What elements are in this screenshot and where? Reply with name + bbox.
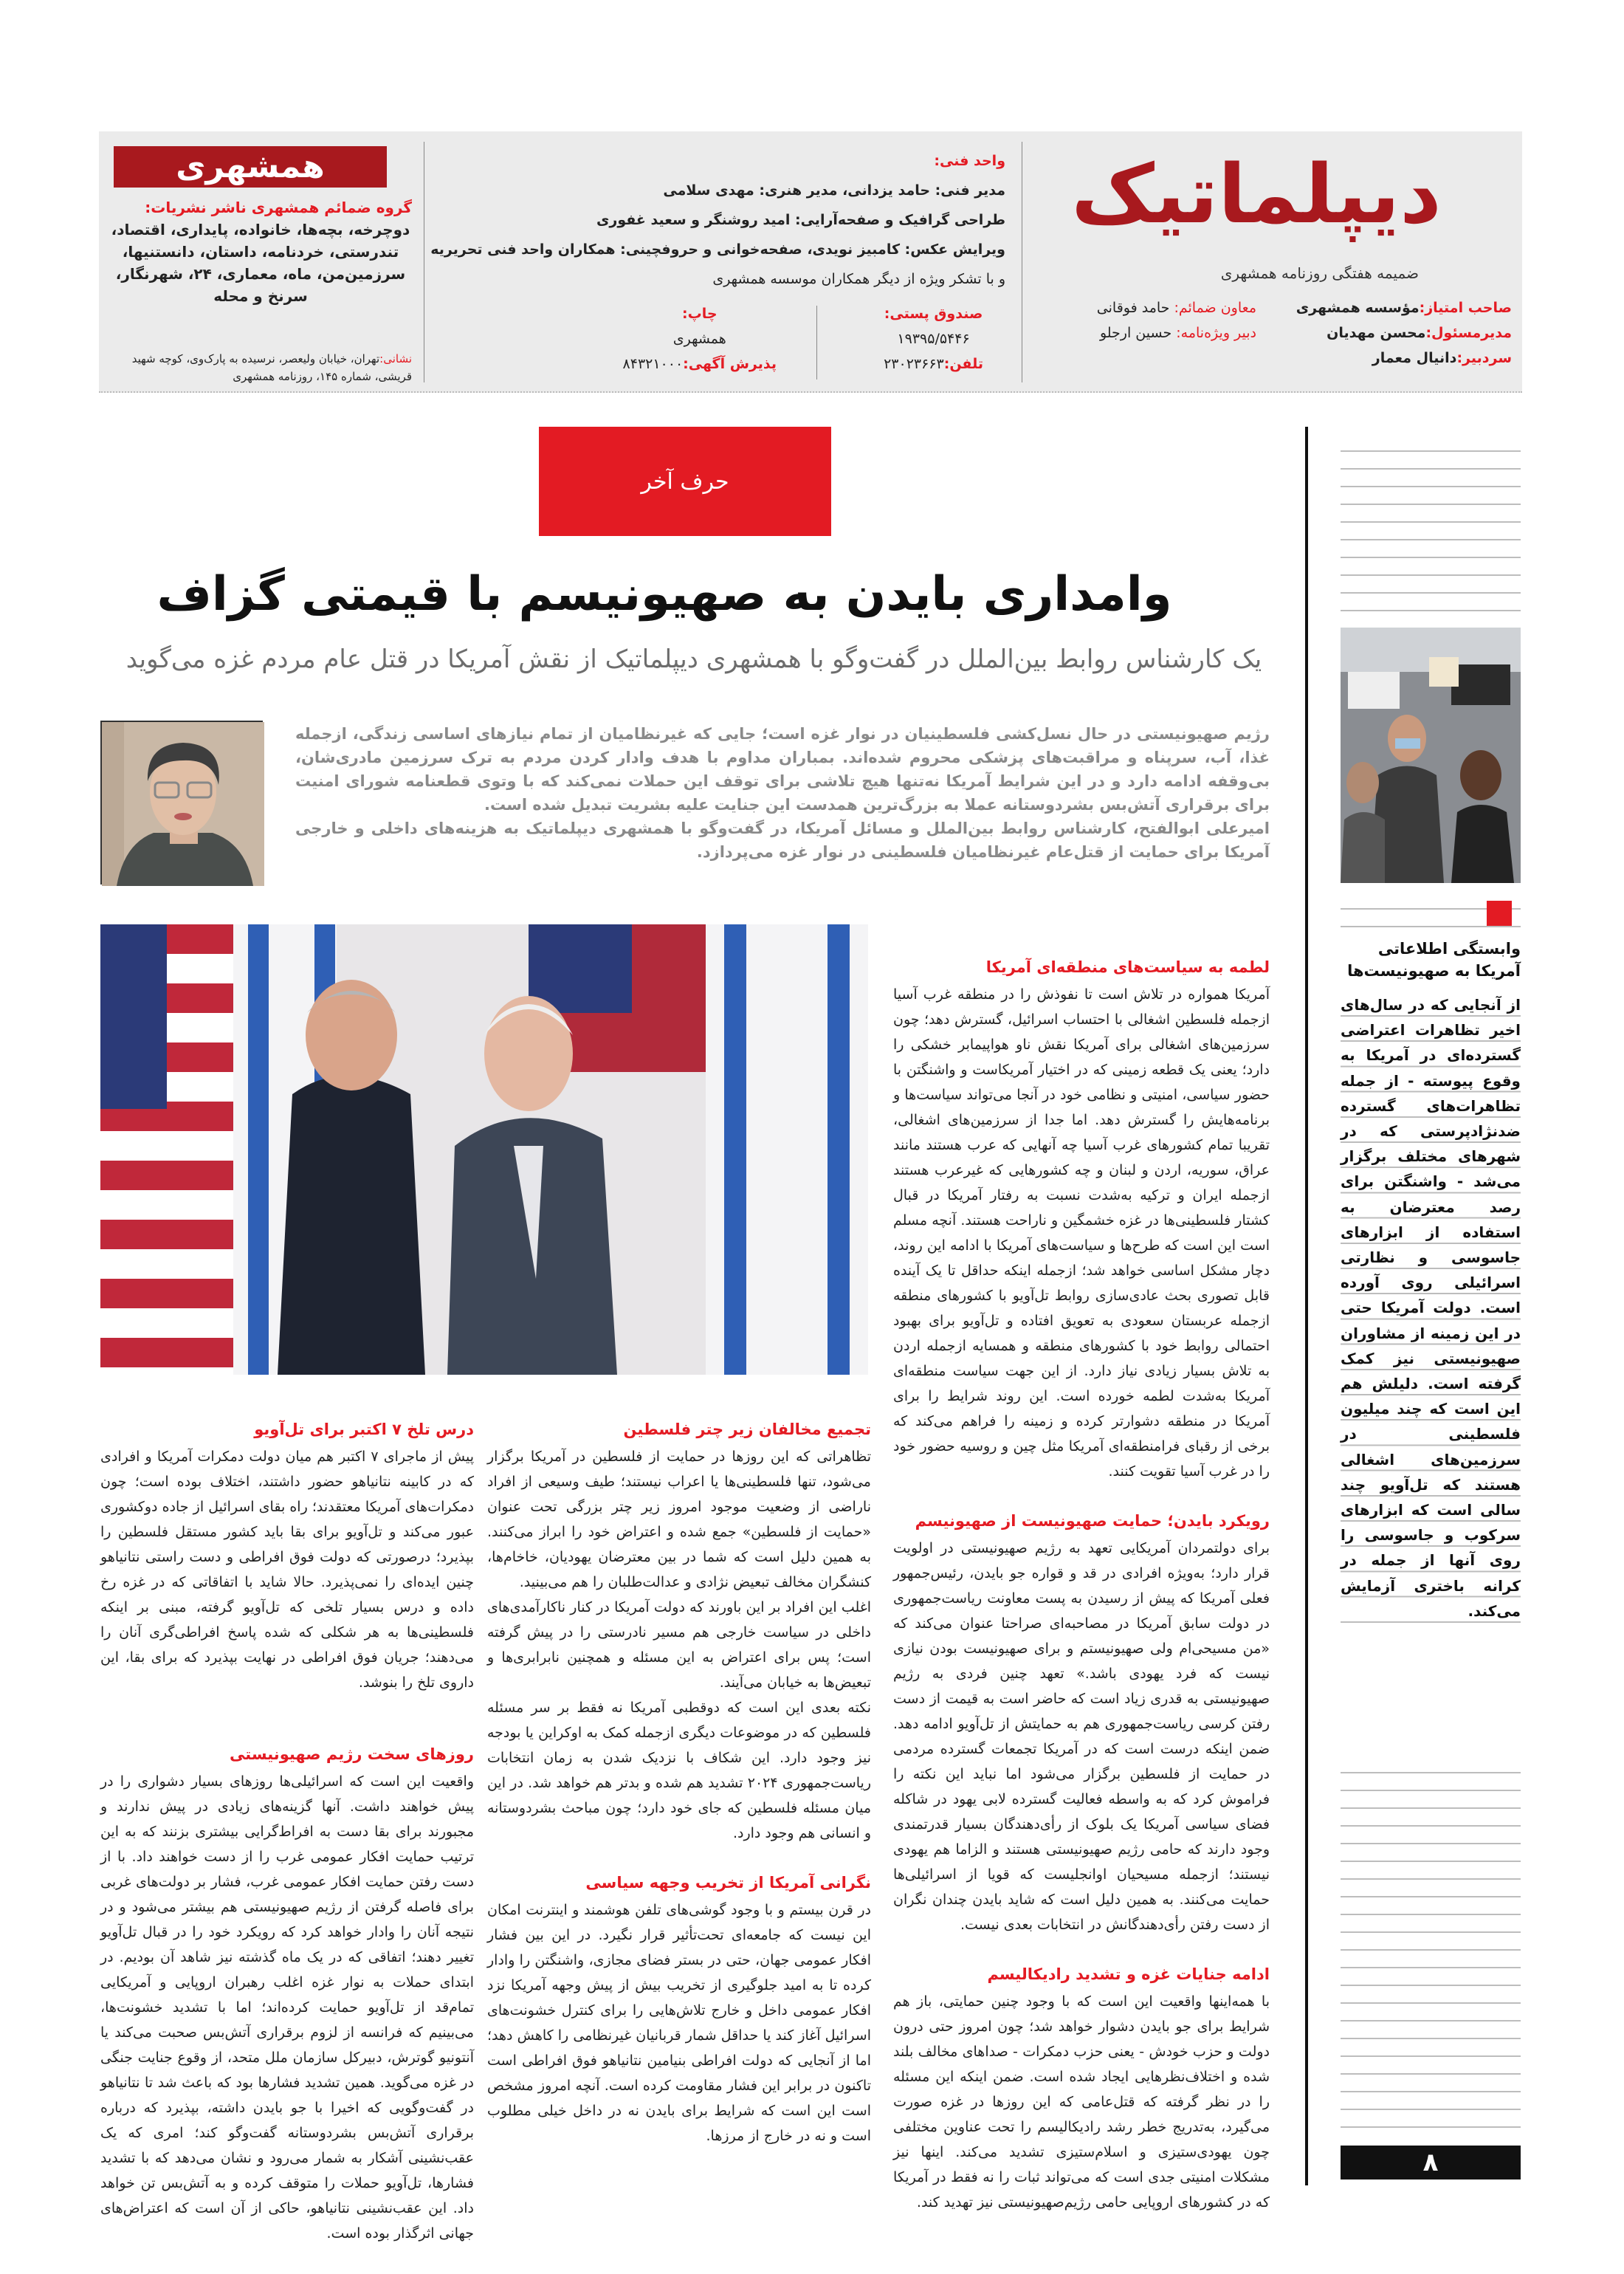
divider xyxy=(816,306,817,379)
section-heading: لطمه به سیاست‌های منطقه‌ای آمریکا xyxy=(985,958,1270,976)
israel-flag xyxy=(706,924,868,1375)
print-box xyxy=(623,301,777,377)
tech-line: مدیر فنی: حامد یزدانی، مدیر هنری: مهدی سلامی xyxy=(663,182,1005,199)
group-list: دوچرخه، بچه‌ها، خانواده، پایداری، اقتصاد، تندرستی، خردنامه، داستان، دانستنیها، سرزمین‌من، ماه، معماری، ۲۴، شهرنگار، سرنخ و محله xyxy=(111,221,410,305)
credit-value: دانیال معمار xyxy=(1372,350,1457,366)
credit-value: حسین ارجلو xyxy=(1099,325,1172,341)
body-paragraph: تظاهراتی که این روزها در حمایت از فلسطین در آمریکا برگزار می‌شود، تنها فلسطینی‌ها یا اعراب نیستند؛ طیف وسیعی از افراد ناراضی از وضعیت موجود امروز زیر چتر بزرگی تحت عنوان «حمایت از فلسطین» جمع شده و اعتراض خود را ابراز می‌کنند. به همین دلیل است که شما در بین معترضان یهودیان، خاخام‌ها، کنشگران مخالف تبعیض نژادی و عدالت‌طلبان را هم می‌بینید. xyxy=(487,1449,871,1590)
body-paragraph: آمریکا همواره در تلاش است تا نفوذش را در منطقه غرب آسیا ازجمله فلسطین اشغالی با احتساب اسرائیل، گسترش دهد؛ چون سرزمین‌های اشغالی برای آمریکا نقش ناو هواپیمابر خشکی را دارد؛ یعنی یک قطعه زمینی که در اختیار آمریکاست و واشنگتن با حضور سیاسی، امنیتی و نظامی خود در آنجا می‌تواند سیاست‌ها و برنامه‌هایش را گسترش دهد. اما جدا از سرزمین‌های اشغالی، تقریبا تمام کشورهای غرب آسیا چه آنهایی که عرب هستند مانند عراق، سوریه، اردن و لبنان و چه کشورهایی که غیرعرب هستند ازجمله ایران و ترکیه به‌شدت نسبت به رفتار آمریکا در قبال کشتار فلسطینی‌ها در غزه خشمگین و ناراحت هستند. آنچه مسلم است این است که طرح‌ها و سیاست‌های آمریکا با ادامه این روند، دچار مشکل اساسی خواهد شد؛ ازجمله اینکه حداقل تا یک آینده قابل تصوری بحث عادی‌سازی روابط تل‌آویو با کشورهای منطقه ازجمله عربستان سعودی به تعویق افتاده و تل‌آویو برای بهبود احتمالی روابط خود با کشورهای منطقه و همسایه ازجمله اردن به تلاش بسیار زیادی نیاز دارد. از این جهت سیاست منطقه‌ای آمریکا به‌شدت لطمه خورده است. این روند شرایط را برای آمریکا در منطقه دشوارتر کرده و زمینه را فراهم می‌کند که برخی از رقبای فرامنطقه‌ای آمریکا مثل چین و روسیه حضور خود را در غرب آسیا تقویت کنند. xyxy=(893,986,1270,1480)
ads-label: پذیرش آگهی: xyxy=(683,356,777,372)
sidebar-heading-line: وابستگی اطلاعاتی xyxy=(1377,940,1521,958)
article-column-middle xyxy=(487,1415,871,2190)
ruled-lines xyxy=(1341,1756,1521,2140)
red-square-marker xyxy=(1487,901,1512,926)
pobox-value: ۱۹۳۹۵/۵۴۴۶ xyxy=(897,331,970,347)
intro-paragraph: امیرعلی ابوالفتح، کارشناس روابط بین‌الملل و مسائل آمریکا، در گفت‌وگو با همشهری دیپلماتیک به هزینه‌های داخلی و خارجی آمریکا برای حمایت از قتل‌عام غیرنظامیان فلسطینی در نوار غزه می‌پردازد. xyxy=(295,820,1270,861)
subtitle: یک کارشناس روابط بین‌الملل در گفت‌وگو با همشهری دیپلماتیک از نقش آمریکا در قتل عام مردم غزه می‌گوید xyxy=(125,645,1262,674)
article-column-right xyxy=(893,952,1270,2211)
body-paragraph: پیش از ماجرای ۷ اکتبر هم میان دولت دمکرات آمریکا و افرادی که در کابینه نتانیاهو حضور داشتند، اختلاف بوده است؛ چون دمکرات‌های آمریکا معتقدند؛ راه بقای اسرائیل از جاده دوکشوری عبور می‌کند و تل‌آویو برای بقا باید کشور مستقل فلسطین را بپذیرد؛ درصورتی که دولت فوق افراطی و دست راستی نتانیاهو چنین ایده‌ای را نمی‌پذیرد. حالا شاید با اتفاقاتی که در غزه رخ داده و درس بسیار تلخی که تل‌آویو گرفته، مبنی بر اینکه فلسطینی‌ها به هر شکلی که شده پاسخ افراطی‌گری آنان را می‌دهند؛ جریان فوق افراطی در نهایت بپذیرد که برای بقا، این داروی تلخ را بنوشد. xyxy=(100,1449,474,1691)
section-heading: رویکرد بایدن؛ حمایت صهیونیست از صهیونیسم xyxy=(915,1512,1270,1530)
body-paragraph: واقعیت این است که اسرائیلی‌ها روزهای بسیار دشواری را در پیش خواهند داشت. آنها گزینه‌های زیادی در پیش ندارند و مجبورند برای بقا دست به افراط‌گرایی بیشتری بزنند که به این ترتیب حمایت افکار عمومی غرب را از دست خواهند داد. با از دست رفتن حمایت افکار عمومی غرب، فشار بر دولت‌های غربی برای فاصله گرفتن از رژیم صهیونیستی هم بیشتر می‌شود و در نتیجه آنان را وادار خواهد کرد که رویکرد خود را در قبال تل‌آویو تغییر دهند؛ اتفاقی که در یک ماه گذشته نیز شاهد آن بودیم. در ابتدای حملات به نوار غزه اغلب رهبران اروپایی و آمریکایی تمام‌قد از تل‌آویو حمایت کرده‌اند؛ اما با تشدید خشونت‌ها، می‌بینیم که فرانسه از لزوم برقراری آتش‌بس صحبت می‌کند یا آنتونیو گوترش، دبیرکل سازمان ملل متحد، از وقوع جنایت جنگی در غزه می‌گوید. همین تشدید فشارها بود که باعث شد تا نتانیاهو در گفت‌وگویی که اخیرا با جو بایدن داشته، بپذیرد که درباره برقراری آتش‌بس بشردوستانه گفت‌وگو کند؛ امری که یک عقب‌نشینی آشکار به شمار می‌رود و نشان می‌دهد که با تشدید فشارها، تل‌آویو حملات را متوقف کرده و به آتش‌بس تن خواهد داد. این عقب‌نشینی نتانیاهو، حاکی از آن است که اعتراض‌های جهانی اثرگذار بوده است. xyxy=(100,1773,474,2242)
hamshahri-logo: همشهری xyxy=(114,146,387,188)
group-title: گروه ضمائم همشهری ناشر نشریات: xyxy=(145,199,412,216)
credit-label: صاحب امتیاز: xyxy=(1419,300,1512,316)
section-heading: تجمیع مخالفان زیر چتر فلسطین xyxy=(623,1421,871,1438)
tech-unit xyxy=(430,146,1005,294)
us-flag xyxy=(100,924,233,1375)
section-heading: ادامه جنایات غزه و تشدید رادیکالیسم xyxy=(987,1965,1270,1983)
article-intro xyxy=(295,722,1270,864)
phone-label: تلفن: xyxy=(943,356,983,372)
address-box xyxy=(109,350,412,385)
section-heading: نگرانی آمریکا از تخریب وجهه سیاسی xyxy=(585,1874,871,1892)
credit-value: مؤسسه همشهری xyxy=(1296,300,1420,316)
sidebar xyxy=(1341,427,1521,2185)
interviewee-photo xyxy=(100,721,263,884)
section-heading: روزهای سخت رژیم صهیونیستی xyxy=(230,1745,474,1763)
tech-line: طراحی گرافیک و صفحه‌آرایی: امید روشنگر و سعید غفوری xyxy=(596,212,1005,228)
sidebar-heading xyxy=(1341,938,1521,982)
address-label: نشانی: xyxy=(379,352,412,365)
credit-label: دبیر ویژه‌نامه: xyxy=(1176,325,1256,341)
body-paragraph: نکته بعدی این است که دوقطبی آمریکا نه فقط بر سر مسئله فلسطین که در موضوعات دیگری ازجمله کمک به اوکراین یا بودجه نیز وجود دارد. این شکاف با نزدیک شدن به زمان انتخابات ریاست‌جمهوری ۲۰۲۴ تشدید هم شده و بدتر هم خواهد شد. در این میان مسئله فلسطین که جای خود دارد؛ چون مباحث بشردوستانه و انسانی هم وجود دارد. xyxy=(487,1700,872,1841)
credit-value: حامد فوقانی xyxy=(1096,300,1170,316)
body-paragraph: در قرن بیستم و با وجود گوشی‌های تلفن هوشمند و اینترنت امکان این نیست که جامعه‌ای تحت‌تأثیر قرار نگیرد. در این بین فشار افکار عمومی جهان، حتی در بستر فضای مجازی، واشنگتن را وادار کرده تا به امید جلوگیری از تخریب بیش از پیش وجهه آمریکا نزد افکار عمومی داخل و خارج تلاش‌هایی را برای کنترل خشونت‌های اسرائیل آغاز کند یا حداقل شمار قربانیان غیرنظامی را کاهش دهد؛ اما از آنجایی که دولت افراطی بنیامین نتانیاهو فوق افراطی است تاکنون در برابر این فشار مقاومت کرده است. آنچه امروز مشخص است این است که شرایط برای بایدن نه در داخل خیلی مطلوب است و نه در خارج از مرزها. xyxy=(487,1902,871,2144)
body-paragraph: برای دولتمردان آمریکایی تعهد به رژیم صهیونیستی در اولویت قرار دارد؛ به‌ویژه افرادی در قد و قواره جو بایدن، رئیس‌جمهور فعلی آمریکا که پیش از رسیدن به پست معاونت ریاست‌جمهوری در دولت سابق آمریکا در مصاحبه‌ای صراحتا عنوان می‌کند که «من مسیحی‌ام ولی صهیونیستم و برای صهیونیست بودن نیازی نیست که فرد یهودی باشد.» تعهد چنین فردی به رژیم صهیونیستی به قدری زیاد است که حاضر است به قیمت از دست رفتن کرسی ریاست‌جمهوری هم به حمایتش از تل‌آویو ادامه دهد. ضمن اینکه درست است که در آمریکا تجمعات گسترده مردمی در حمایت از فلسطین برگزار می‌شود اما نباید این نکته را فراموش کرد که به واسطه فعالیت گسترده لابی یهود در شاکله فضای سیاسی آمریکا یک بلوک از رأی‌دهندگان بسیار قدرتمندی وجود دارند که حامی رژیم صهیونیستی هستند و الزاما هم یهودی نیستند؛ ازجمله مسیحیان اوانجلیست که قویا از اسرائیلی‌ها حمایت می‌کنند. به همین دلیل است که شاید بایدن چندان نگران از دست رفتن رأی‌دهندگانش در انتخابات بعدی نیست. xyxy=(893,1540,1270,1933)
credit-label: مدیرمسئول: xyxy=(1425,325,1512,341)
sidebar-heading-line: آمریکا به صهیونیست‌ها xyxy=(1347,962,1521,980)
masthead-subtitle: ضمیمه هفتگی روزنامه همشهری xyxy=(1220,264,1419,282)
protest-photo xyxy=(1341,628,1521,883)
body-paragraph: با همه‌اینها واقعیت این است که با وجود چنین حمایتی، باز هم شرایط برای جو بایدن دشوار خواهد شد؛ چون امروز حتی درون دولت و حزب خودش - یعنی حزب دمکرات - صداهای مخالف بلند شده و اختلاف‌نظرهایی ایجاد شده است. ضمن اینکه این مسئله را در نظر گرفته که قتل‌عامی که این روزها در غزه صورت می‌گیرد، به‌تدریج خطر رشد رادیکالیسم را تحت عناوین مختلفی چون یهودی‌ستیزی و اسلام‌ستیزی تشدید می‌کند. اینها نیز مشکلات امنیتی جدی است که می‌تواند ثبات را نه فقط در آمریکا که در کشورهای اروپایی حامی رژیم‌صهیونیستی نیز تهدید کند. xyxy=(893,1993,1270,2211)
article-column-left xyxy=(100,1415,474,2242)
headline: وامداری بایدن به صهیونیسم با قیمتی گزاف xyxy=(156,567,1172,622)
credits-col-1 xyxy=(1296,295,1512,371)
ruled-lines xyxy=(1341,434,1521,619)
print-value: همشهری xyxy=(672,331,726,347)
ads-value: ۸۴۳۲۱۰۰۰ xyxy=(622,356,684,372)
section-heading: درس تلخ ۷ اکتبر برای تل‌آویو xyxy=(254,1421,474,1438)
phone-value: ۲۳۰۲۳۶۶۳ xyxy=(884,356,944,372)
tech-title: واحد فنی: xyxy=(934,153,1005,169)
tech-line: و با تشکر ویژه از دیگر همکاران موسسه همشهری xyxy=(712,271,1005,287)
pobox-label: صندوق پستی: xyxy=(884,306,983,322)
diplomatic-logo: دیپلماتیک xyxy=(1071,147,1442,241)
credits-col-2 xyxy=(1097,295,1256,346)
body-paragraph: اغلب این افراد بر این باورند که دولت آمریکا در کنار ناکارآمدی‌های داخلی در سیاست خارجی هم مسیر نادرستی را در پیش گرفته است؛ پس برای اعتراض به این مسئله و همچنین نابرابری‌ها و تبعیض‌ها به خیابان می‌آیند. xyxy=(487,1599,871,1691)
credit-label: سردبیر: xyxy=(1456,350,1512,366)
contact-box xyxy=(884,301,983,377)
biden-netanyahu-photo xyxy=(100,924,868,1375)
masthead xyxy=(99,131,1522,393)
intro-paragraph: رژیم صهیونیستی در حال نسل‌کشی فلسطینیان در نوار غزه است؛ جایی که غیرنظامیان از تمام نیازهای اساسی زندگی، ازجمله غذا، آب، سرپناه و مراقبت‌های پزشکی محروم شده‌اند. بمباران مداوم با هدف وادار کردن مردم به ترک سرزمین مادری‌شان، بی‌وقفه ادامه دارد و در این شرایط آمریکا نه‌تنها هیچ تلاشی برای توقف این حملات نمی‌کند که با وتوی قطعنامه شورای امنیت برای برقراری آتش‌بس بشردوستانه عملا به بزرگ‌ترین همدست این جنایت علیه بشریت تبدیل شده است. xyxy=(295,725,1270,814)
address-value: تهران، خیابان ولیعصر، نرسیده به پارک‌وی، کوچه شهید قریشی، شماره ۱۴۵، روزنامه همشهری xyxy=(131,352,412,383)
credit-label: معاون ضمائم: xyxy=(1174,300,1256,316)
print-label: چاپ: xyxy=(682,306,718,322)
tech-line: ویرایش عکس: کامبیز نویدی، صفحه‌خوانی و حروفچینی: همکاران واحد فنی تحریریه xyxy=(430,241,1005,258)
group-box xyxy=(109,196,412,307)
page-number: ۸ xyxy=(1341,2146,1521,2179)
credit-value: محسن مهدیان xyxy=(1327,325,1426,341)
column-rule xyxy=(1305,427,1308,2185)
sidebar-text: از آنجایی که در سال‌های اخیر تظاهرات اعتراضی گسترده‌ای در آمریکا به وقوع پیوسته - از جمله تظاهرات‌های گسترده ضدنژادپرستی که در شهرهای مختلف برگزار می‌شد - واشنگتن برای رصد معترضان به استفاده از ابزارهای جاسوسی و نظارتی اسرائیلی روی آورده است. دولت آمریکا حتی در این زمینه از مشاوران صهیونیستی نیز کمک گرفته است. دلیلش هم این است که چند میلیون فلسطینی در سرزمین‌های اشغالی هستند که تل‌آویو چند سالی است که ابزارهای سرکوب و جاسوسی را روی آنها از جمله در کرانه باختری آزمایش می‌کند. xyxy=(1341,992,1521,1624)
section-kicker: حرف آخر xyxy=(539,427,831,536)
